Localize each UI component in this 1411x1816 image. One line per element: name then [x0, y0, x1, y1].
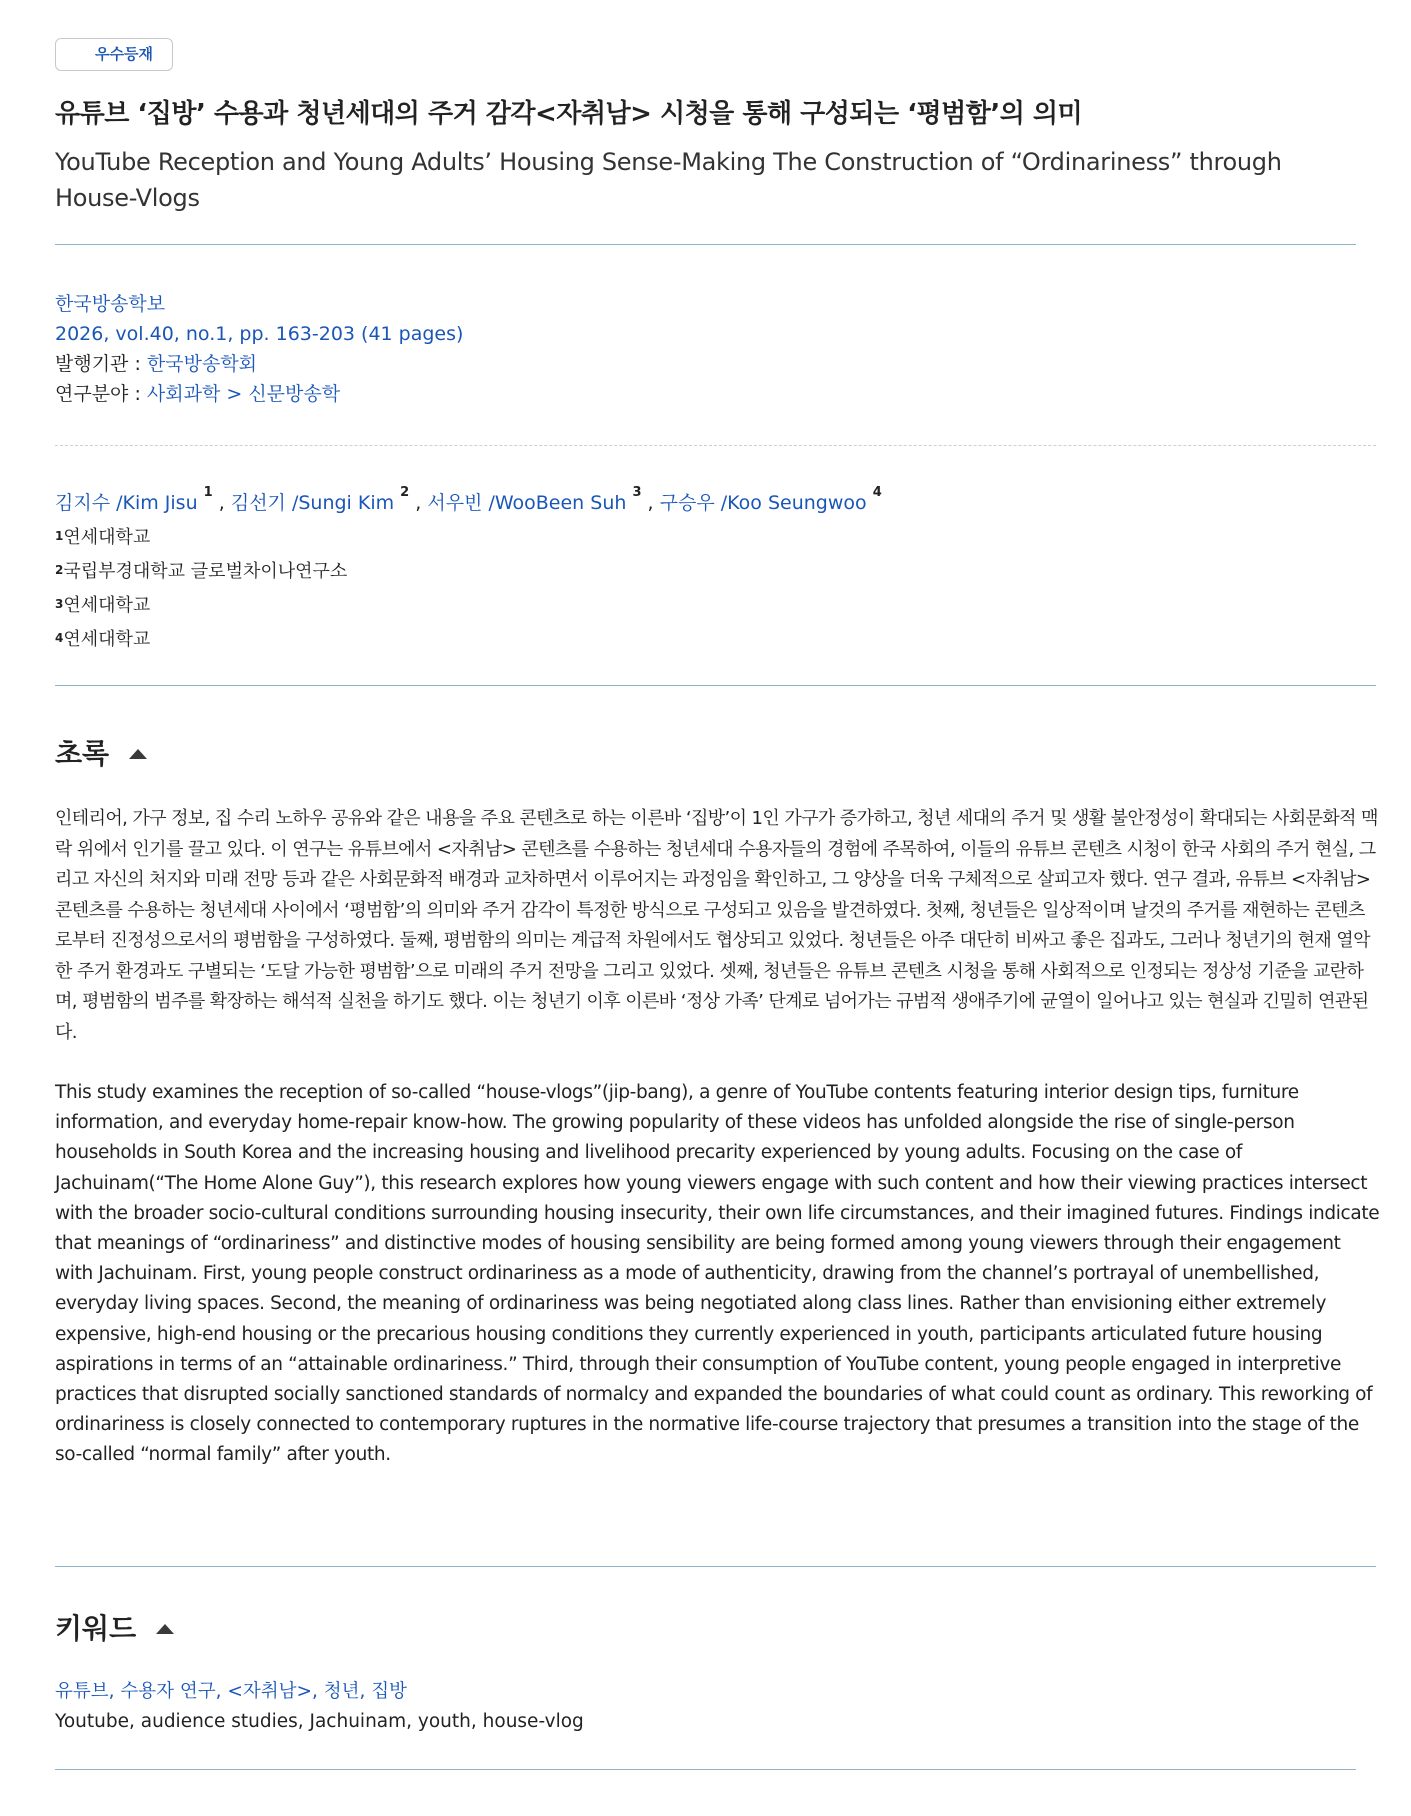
- affiliation-list: [55, 521, 1411, 657]
- journal-name-link[interactable]: 한국방송학보: [55, 293, 166, 315]
- affiliation-name: 국립부경대학교 글로벌차이나연구소: [63, 561, 348, 582]
- collapse-caret-icon[interactable]: [156, 1624, 174, 1634]
- author-separator: ,: [641, 492, 660, 514]
- author-separator: ,: [212, 492, 231, 514]
- affiliation-item: [55, 521, 1411, 555]
- collapse-caret-icon[interactable]: [129, 749, 147, 759]
- divider: [55, 685, 1376, 686]
- author-link[interactable]: 서우빈 /WooBeen Suh: [427, 492, 627, 514]
- journal-issue-link[interactable]: 2026, vol.40, no.1, pp. 163-203 (41 pages): [55, 323, 464, 345]
- excellence-badge: 우수등재: [55, 38, 173, 71]
- field-main-link[interactable]: 사회과학: [146, 383, 221, 405]
- keywords-english: Youtube, audience studies, Jachuinam, youth, house-vlog: [55, 1710, 584, 1732]
- abstract-korean: 인테리어, 가구 정보, 집 수리 노하우 공유와 같은 내용을 주요 콘텐츠로 하는 이른바 ‘집방’이 1인 가구가 증가하고, 청년 세대의 주거 및 생활 불안정성이 확대되는 사회문화적 맥락 위에서 인기를 끌고 있다. 이 연구는 유튜브에서 <자취남> 콘텐츠를 수용하는 청년세대 수용자들의 경험에 주목하여, 이들의 유튜브 콘텐츠 시청이 한국 사회의 주거 현실, 그리고 자신의 처지와 미래 전망 등과 같은 사회문화적 배경과 교차하면서 이루어지는 과정임을 확인하고, 그 양상을 더욱 구체적으로 살피고자 했다. 연구 결과, 유튜브 <자취남> 콘텐츠를 수용하는 청년세대 사이에서 ‘평범함’의 의미와 주거 감각이 특정한 방식으로 구성되고 있음을 발견하였다. 첫째, 청년들은 일상적이며 날것의 주거를 재현하는 콘텐츠로부터 진정성으로서의 평범함을 구성하였다. 둘째, 평범함의 의미는 계급적 차원에서도 협상되고 있었다. 청년들은 아주 대단히 비싸고 좋은 집과도, 그러나 청년기의 현재 열악한 주거 환경과도 구별되는 ‘도달 가능한 평범함’으로 미래의 주거 전망을 그리고 있었다. 셋째, 청년들은 유튜브 콘텐츠 시청을 통해 사회적으로 인정되는 정상성 기준을 교란하며, 평범함의 범주를 확장하는 해석적 실천을 하기도 했다. 이는 청년기 이후 이른바 ‘정상 가족’ 단계로 넘어가는 규범적 생애주기에 균열이 일어나고 있는 현실과 긴밀히 연관된다.: [55, 808, 1378, 1043]
- title-english: YouTube Reception and Young Adults’ Housing Sense-Making The Construction of “Ordinariness” through House-Vlogs: [55, 148, 1282, 212]
- author-link[interactable]: 김지수 /Kim Jisu: [55, 492, 198, 514]
- affiliation-item: [55, 555, 1411, 589]
- field-sub-link[interactable]: 신문방송학: [248, 383, 341, 405]
- keywords-korean[interactable]: 유튜브, 수용자 연구, <자취남>, 청년, 집방: [55, 1680, 407, 1702]
- divider: [55, 1566, 1376, 1567]
- affiliation-item: [55, 589, 1411, 623]
- author-separator: ,: [409, 492, 428, 514]
- author-list: [55, 485, 1411, 515]
- abstract-header[interactable]: [55, 732, 1411, 772]
- journal-info: [55, 289, 1411, 409]
- affiliation-name: 연세대학교: [63, 527, 151, 548]
- author-link[interactable]: 구승우 /Koo Seungwoo: [659, 492, 867, 514]
- field-separator: >: [220, 383, 249, 405]
- keywords-heading: 키워드: [55, 1611, 137, 1645]
- affiliation-name: 연세대학교: [63, 595, 151, 616]
- field-label: 연구분야 :: [55, 383, 147, 405]
- divider: [55, 1769, 1356, 1770]
- author-affiliation-number: 2: [400, 485, 410, 500]
- affiliation-number: 1: [55, 529, 64, 543]
- affiliation-name: 연세대학교: [63, 629, 151, 650]
- affiliation-number: 2: [55, 563, 64, 577]
- title-korean: 유튜브 ‘집방’ 수용과 청년세대의 주거 감각<자취남> 시청을 통해 구성되는 ‘평범함’의 의미: [55, 99, 1083, 129]
- abstract-heading: 초록: [55, 737, 110, 770]
- abstract-english: This study examines the reception of so-called “house-vlogs”(jip-bang), a genre of YouTube contents featuring interior design tips, furniture information, and everyday home-repair know-how. The growing popularity of these videos has unfolded alongside the rise of single-person households in South Korea and the increasing housing and livelihood precarity experienced by young adults. Focusing on the case of Jachuinam(“The Home Alone Guy”), this research explores how young viewers engage with such content and how their viewing practices intersect with the broader socio-cultural conditions surrounding housing insecurity, their own life circumstances, and their imagined futures. Findings indicate that meanings of “ordinariness” and distinctive modes of housing sensibility are being formed among young viewers through their engagement with Jachuinam. First, young people construct ordinariness as a mode of authenticity, drawing from the channel’s portrayal of unembellished, everyday living spaces. Second, the meaning of ordinariness was being negotiated along class lines. Rather than envisioning either extremely expensive, high-end housing or the precarious housing conditions they currently experienced in youth, participants articulated future housing aspirations in terms of an “attainable ordinariness.” Third, through their consumption of YouTube content, young people engaged in interpretive practices that disrupted socially sanctioned standards of normalcy and expanded the boundaries of what could count as ordinary. This reworking of ordinariness is closely connected to contemporary ruptures in the normative life-course trajectory that presumes a transition into the stage of the so-called “normal family” after youth.: [55, 1082, 1380, 1466]
- publisher-link[interactable]: 한국방송학회: [146, 353, 258, 375]
- author-affiliation-number: 3: [632, 485, 642, 500]
- author-link[interactable]: 김선기 /Sungi Kim: [230, 492, 395, 514]
- affiliation-number: 4: [55, 631, 64, 645]
- divider: [55, 244, 1356, 245]
- dashed-divider: [55, 445, 1376, 446]
- author-affiliation-number: 1: [203, 485, 213, 500]
- affiliation-number: 3: [55, 597, 64, 611]
- author-affiliation-number: 4: [872, 485, 882, 500]
- affiliation-item: [55, 623, 1411, 657]
- keywords-header[interactable]: [55, 1607, 1411, 1647]
- publisher-label: 발행기관 :: [55, 353, 147, 375]
